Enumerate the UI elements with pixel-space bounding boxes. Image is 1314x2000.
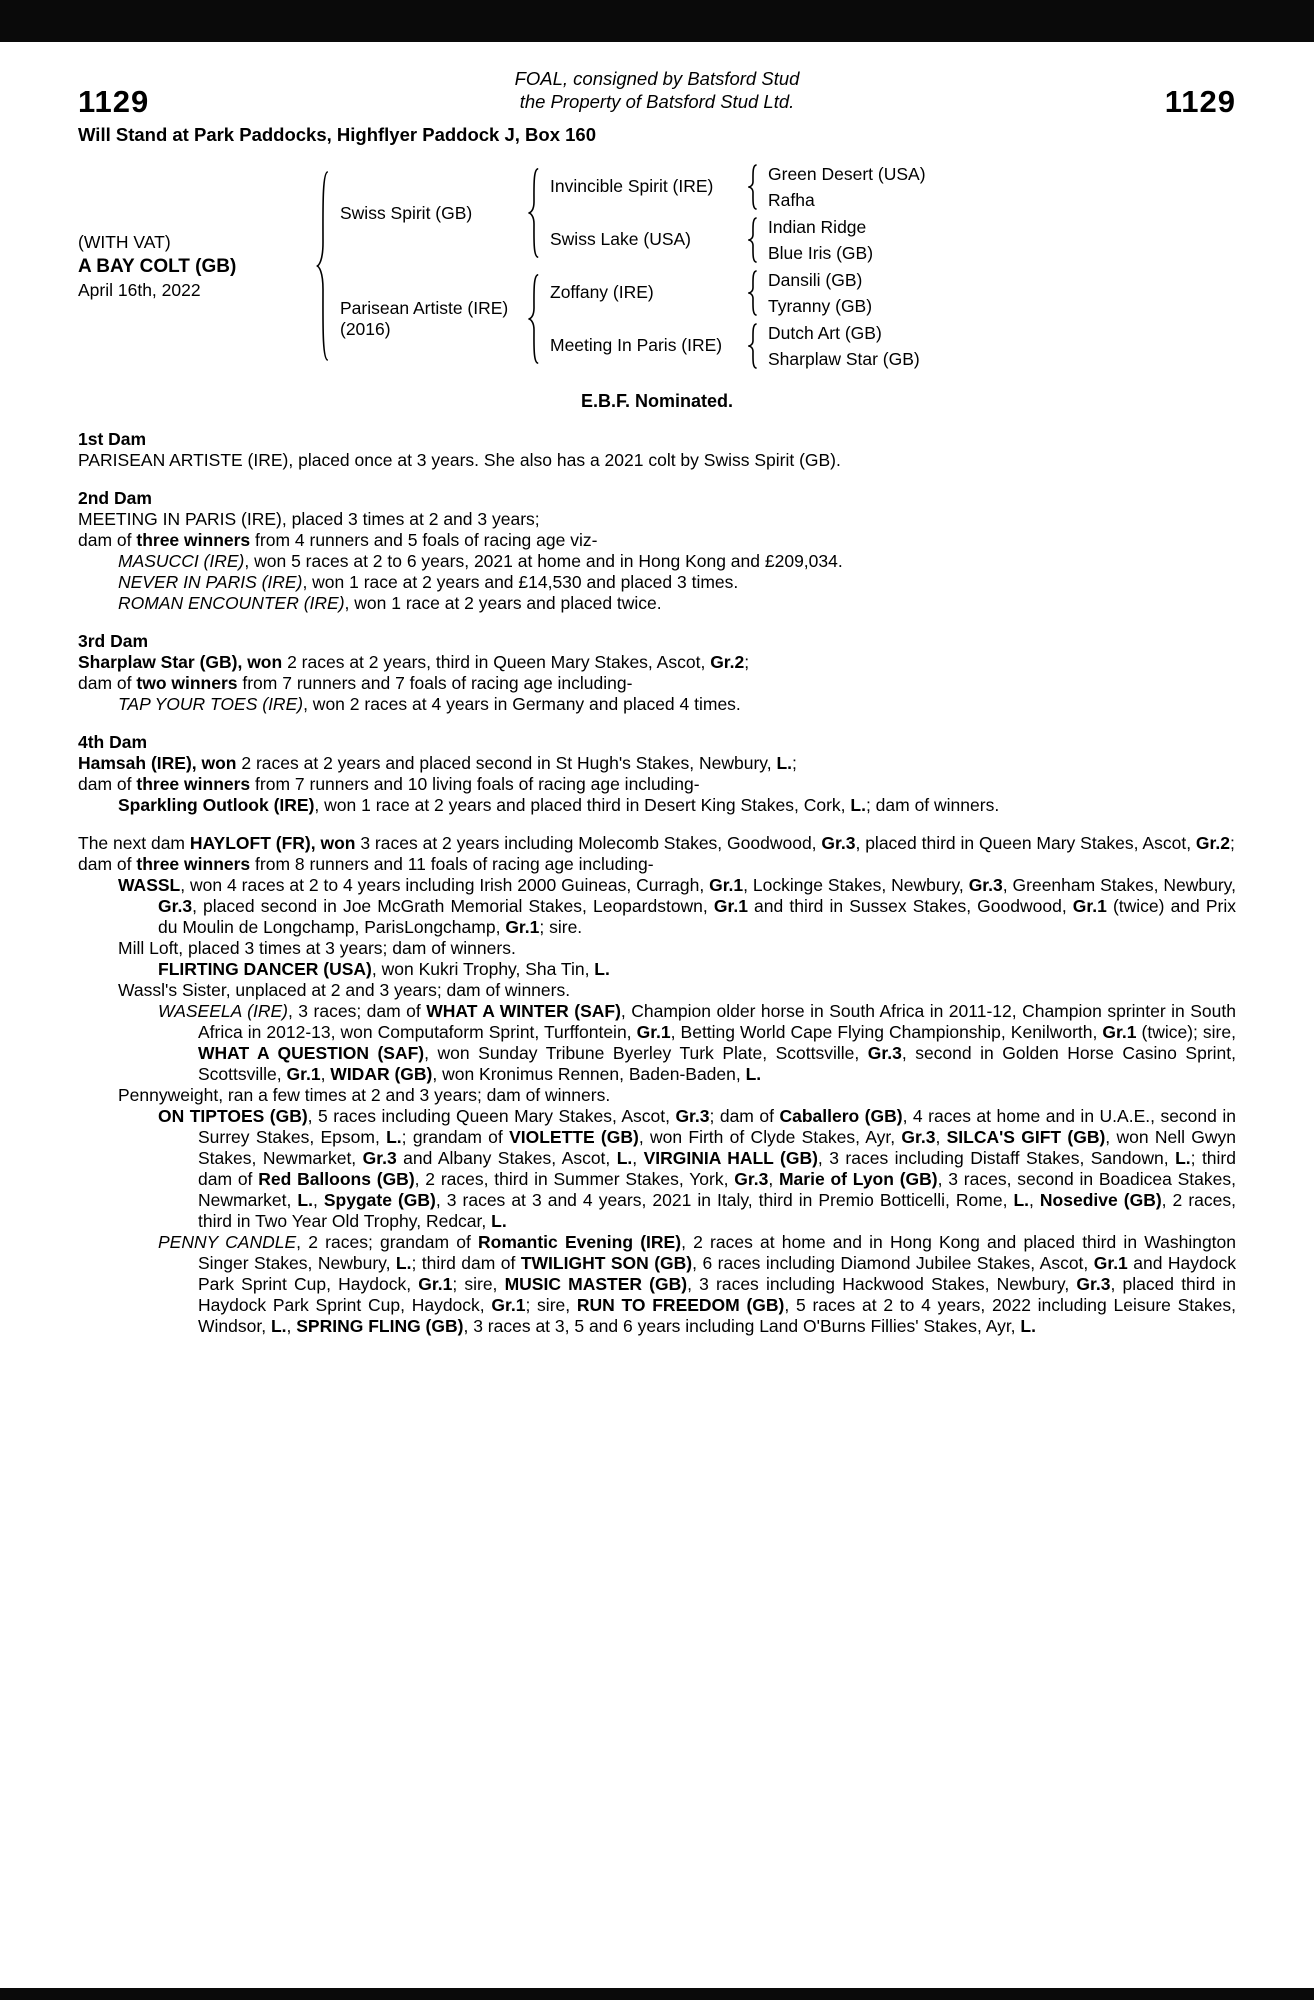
text-run: ROMAN ENCOUNTER (IRE) — [118, 593, 345, 613]
dam-dam-branch — [541, 319, 920, 372]
paragraph — [78, 959, 1236, 980]
text-run: , Betting World Cape Flying Championship, Kenilworth, — [670, 1022, 1103, 1042]
sire-sire-branch — [541, 160, 926, 213]
section-heading: 1st Dam — [78, 429, 147, 449]
text-run: Hamsah (IRE), won — [78, 753, 237, 773]
text-run: ON TIPTOES (GB) — [158, 1106, 308, 1126]
paragraph — [78, 774, 1236, 795]
brace-sire-sire-icon — [747, 164, 759, 210]
consignor-line: FOAL, consigned by Batsford Stud — [514, 68, 800, 89]
text-run: Gr.1 — [636, 1022, 671, 1042]
text-run: VIRGINIA HALL (GB) — [643, 1148, 818, 1168]
brace-generation1-icon — [315, 168, 331, 364]
sire-branch — [331, 160, 926, 266]
text-run: Sharplaw Star (GB), won — [78, 652, 283, 672]
paragraph — [78, 753, 1236, 774]
ancestor-name: Sharplaw Star (GB) — [768, 348, 920, 369]
text-run: ; dam of winners. — [865, 795, 1000, 815]
text-run: WHAT A WINTER (SAF) — [426, 1001, 621, 1021]
ebf-nominated-line: E.B.F. Nominated. — [580, 391, 733, 411]
text-run: , 2 races; grandam of — [296, 1232, 479, 1252]
lot-number-right: 1129 — [1164, 84, 1236, 119]
sire-sire-parents — [759, 161, 926, 213]
text-run: ; — [792, 753, 797, 773]
text-run: , won 5 races at 2 to 6 years, 2021 at home and in Hong Kong and £209,034. — [244, 551, 843, 571]
text-run: , — [1029, 1190, 1040, 1210]
text-run: Red Balloons (GB) — [258, 1169, 415, 1189]
text-run: Gr.1 — [1093, 1253, 1128, 1273]
pedigree-subject — [78, 232, 315, 301]
text-run: Caballero (GB) — [779, 1106, 903, 1126]
text-run: MASUCCI (IRE) — [118, 551, 245, 571]
paragraph — [78, 1085, 1236, 1106]
text-run: , won Kukri Trophy, Sha Tin, — [371, 959, 595, 979]
text-run: , 3 races at 3, 5 and 6 years including Land O'Burns Fillies' Stakes, Ayr, — [463, 1316, 1021, 1336]
paragraph — [78, 694, 1236, 715]
catalog-body — [78, 429, 1236, 1337]
text-run: (twice) and Prix du Moulin de Longchamp, ParisLongchamp, — [158, 896, 1237, 937]
text-run: ; sire. — [539, 917, 583, 937]
brace-dam-icon — [527, 273, 541, 365]
pedigree-generation2 — [331, 160, 926, 372]
text-run: Pennyweight, ran a few times at 2 and 3 years; dam of winners. — [118, 1085, 611, 1105]
text-run: Gr.3 — [734, 1169, 769, 1189]
text-run: 2 races at 2 years, third in Queen Mary Stakes, Ascot, — [282, 652, 711, 672]
paragraph — [78, 673, 1236, 694]
text-run: dam of — [78, 774, 137, 794]
paragraph — [78, 875, 1236, 938]
text-run: , 3 races; dam of — [287, 1001, 427, 1021]
dam-dam-name: Meeting In Paris (IRE) — [550, 335, 723, 355]
text-run: WASSL — [118, 875, 181, 895]
text-run: , won Sunday Tribune Byerley Turk Plate, Scottsville, — [424, 1043, 868, 1063]
text-run: , 2 races, third in Summer Stakes, York, — [414, 1169, 735, 1189]
text-run: , won 4 races at 2 to 4 years including Irish 2000 Guineas, Curragh, — [180, 875, 710, 895]
text-run: L. — [776, 753, 793, 773]
text-run: , — [632, 1148, 644, 1168]
text-run: , placed second in Joe McGrath Memorial Stakes, Leopardstown, — [192, 896, 714, 916]
text-run: from 8 runners and 11 foals of racing age including- — [250, 854, 654, 874]
text-run: Wassl's Sister, unplaced at 2 and 3 years; dam of winners. — [118, 980, 571, 1000]
text-run: L. — [1020, 1316, 1036, 1336]
text-run: FLIRTING DANCER (USA) — [158, 959, 372, 979]
brace-sire-icon — [527, 167, 541, 259]
text-run: 3 races at 2 years including Molecomb Stakes, Goodwood, — [355, 833, 822, 853]
text-run: NEVER IN PARIS (IRE) — [118, 572, 303, 592]
text-run: The next dam — [78, 833, 190, 853]
brace-dam-sire-icon — [747, 270, 759, 316]
text-run: L. — [1175, 1148, 1191, 1168]
paragraph — [78, 1001, 1236, 1085]
text-run: , 2 races, third in Two Year Old Trophy, Redcar, — [198, 1190, 1236, 1231]
text-run: , 5 races at 2 to 4 years, 2022 including Leisure Stakes, Windsor, — [198, 1295, 1236, 1336]
text-run: MEETING IN PARIS (IRE), placed 3 times at 2 and 3 years; — [78, 509, 540, 529]
text-run: MUSIC MASTER (GB) — [504, 1274, 688, 1294]
dam-name-block — [331, 298, 527, 340]
property-line: the Property of Batsford Stud Ltd. — [519, 91, 795, 112]
pedigree-table — [78, 159, 1236, 373]
text-run: , — [935, 1127, 947, 1147]
text-run: L. — [594, 959, 610, 979]
text-run: , — [768, 1169, 779, 1189]
dam-year: (2016) — [340, 319, 391, 339]
text-run: ; grandam of — [401, 1127, 510, 1147]
text-run: Gr.1 — [1102, 1022, 1137, 1042]
sire-parents — [541, 160, 926, 266]
paragraph — [78, 593, 1236, 614]
paragraph — [78, 938, 1236, 959]
text-run: , won Firth of Clyde Stakes, Ayr, — [638, 1127, 902, 1147]
dam-sire-branch — [541, 266, 920, 319]
text-run: (twice); sire, — [1136, 1022, 1236, 1042]
text-run: SILCA'S GIFT (GB) — [946, 1127, 1106, 1147]
text-run: WHAT A QUESTION (SAF) — [198, 1043, 425, 1063]
pedigree-text-section — [78, 631, 1236, 715]
sire-dam-name: Swiss Lake (USA) — [550, 229, 692, 249]
sire-dam-branch — [541, 213, 926, 266]
text-run: L. — [270, 1316, 287, 1336]
section-heading: 2nd Dam — [78, 488, 152, 508]
pedigree-text-section — [78, 732, 1236, 816]
text-run: PARISEAN ARTISTE (IRE), placed once at 3 years. She also has a 2021 colt by Swiss Spirit (GB). — [78, 450, 841, 470]
paragraph — [78, 551, 1236, 572]
paragraph — [78, 1106, 1236, 1232]
text-run: L. — [745, 1064, 762, 1084]
text-run: L. — [386, 1127, 402, 1147]
text-run: Gr.1 — [491, 1295, 526, 1315]
text-run: and Haydock Park Sprint Cup, Haydock, — [198, 1253, 1236, 1294]
sire-sire-name: Invincible Spirit (IRE) — [550, 176, 714, 196]
text-run: ; third dam of — [411, 1253, 521, 1273]
text-run: ; third dam of — [198, 1148, 1236, 1189]
brace-dam-dam-icon — [747, 323, 759, 369]
text-run: Sparkling Outlook (IRE) — [118, 795, 315, 815]
text-run: TWILIGHT SON (GB) — [520, 1253, 693, 1273]
text-run: WIDAR (GB) — [330, 1064, 433, 1084]
text-run: RUN TO FREEDOM (GB) — [576, 1295, 785, 1315]
text-run: PENNY CANDLE — [158, 1232, 297, 1252]
text-run: , placed third in Haydock Park Sprint Cup, Haydock, — [198, 1274, 1237, 1315]
section-heading: 3rd Dam — [78, 631, 149, 651]
ancestor-name: Green Desert (USA) — [768, 163, 926, 184]
text-run: , Lockinge Stakes, Newbury, — [743, 875, 969, 895]
paragraph — [78, 980, 1236, 1001]
text-run: Gr.1 — [286, 1064, 321, 1084]
dam-branch — [331, 266, 926, 372]
text-run: , Greenham Stakes, Newbury, — [1002, 875, 1236, 895]
text-run: Mill Loft, placed 3 times at 3 years; dam of winners. — [118, 938, 516, 958]
scan-edge-top — [0, 0, 1314, 42]
text-run: , won 1 race at 2 years and £14,530 and placed 3 times. — [302, 572, 739, 592]
text-run: two winners — [136, 673, 238, 693]
pedigree-text-section — [78, 833, 1236, 1337]
section-heading: 4th Dam — [78, 732, 148, 752]
text-run: Gr.3 — [901, 1127, 936, 1147]
text-run: WASEELA (IRE) — [158, 1001, 288, 1021]
scan-edge-bottom — [0, 1988, 1314, 2000]
text-run: , — [286, 1316, 297, 1336]
text-run: ; sire, — [525, 1295, 577, 1315]
subject-horse-dob: April 16th, 2022 — [78, 279, 201, 300]
text-run: , 3 races, second in Boadicea Stakes, Newmarket, — [198, 1169, 1236, 1210]
text-run: , 3 races including Distaff Stakes, Sandown, — [817, 1148, 1176, 1168]
ancestor-name: Rafha — [768, 189, 815, 210]
text-run: L. — [1013, 1190, 1030, 1210]
text-run: , won 1 race at 2 years and placed third in Desert King Stakes, Cork, — [314, 795, 851, 815]
text-run: , 4 races at home and in U.A.E., second in Surrey Stakes, Epsom, — [198, 1106, 1236, 1147]
text-run: L. — [395, 1253, 412, 1273]
text-run: , second in Golden Horse Casino Sprint, Scottsville, — [198, 1043, 1236, 1084]
text-run: three winners — [136, 854, 251, 874]
text-run: Gr.3 — [867, 1043, 902, 1063]
ancestor-name: Dansili (GB) — [768, 269, 863, 290]
text-run: , won Kronimus Rennen, Baden-Baden, — [432, 1064, 746, 1084]
stand-location-line: Will Stand at Park Paddocks, Highflyer Paddock J, Box 160 — [78, 124, 596, 145]
dam-sire-parents — [759, 267, 872, 319]
paragraph — [78, 1232, 1236, 1337]
text-run: Spygate (GB) — [323, 1190, 436, 1210]
text-run: Gr.1 — [709, 875, 744, 895]
text-run: , Champion older horse in South Africa in 2011-12, Champion sprinter in South Africa in 2012-13, won Computaform Sprint, Turffontein, — [198, 1001, 1236, 1042]
paragraph — [78, 854, 1236, 875]
paragraph — [78, 509, 1236, 530]
text-run: TAP YOUR TOES (IRE) — [118, 694, 304, 714]
text-run: dam of — [78, 530, 137, 550]
lot-number-left: 1129 — [78, 84, 150, 119]
text-run: L. — [297, 1190, 313, 1210]
text-run: Gr.1 — [418, 1274, 453, 1294]
subject-horse-name: A BAY COLT (GB) — [78, 255, 237, 277]
text-run: Gr.2 — [710, 652, 745, 672]
text-run: , won 1 race at 2 years and placed twice. — [344, 593, 662, 613]
paragraph — [78, 652, 1236, 673]
text-run: Gr.3 — [675, 1106, 710, 1126]
paragraph — [78, 450, 1236, 471]
text-run: dam of — [78, 854, 137, 874]
text-run: L. — [491, 1211, 507, 1231]
text-run: three winners — [136, 774, 251, 794]
dam-dam-parents — [759, 320, 920, 372]
dam-sire-name: Zoffany (IRE) — [550, 282, 654, 302]
paragraph — [78, 530, 1236, 551]
text-run: Gr.1 — [505, 917, 540, 937]
text-run: and third in Sussex Stakes, Goodwood, — [747, 896, 1073, 916]
text-run: , 3 races at 3 and 4 years, 2021 in Italy, third in Premio Botticelli, Rome, — [435, 1190, 1014, 1210]
text-run: VIOLETTE (GB) — [509, 1127, 639, 1147]
text-run: , won 2 races at 4 years in Germany and placed 4 times. — [303, 694, 741, 714]
text-run: Gr.3 — [1076, 1274, 1111, 1294]
text-run: Romantic Evening (IRE) — [478, 1232, 682, 1252]
ancestor-name: Blue Iris (GB) — [768, 242, 874, 263]
brace-sire-dam-icon — [747, 217, 759, 263]
text-run: from 4 runners and 5 foals of racing age viz- — [250, 530, 598, 550]
text-run: SPRING FLING (GB) — [296, 1316, 464, 1336]
dam-parents — [541, 266, 920, 372]
sire-name: Swiss Spirit (GB) — [340, 202, 473, 223]
text-run: three winners — [136, 530, 251, 550]
text-run: from 7 runners and 7 foals of racing age including- — [237, 673, 633, 693]
text-run: ; — [744, 652, 750, 672]
text-run: dam of — [78, 673, 137, 693]
text-run: ; — [1229, 833, 1235, 853]
text-run: , 3 races including Hackwood Stakes, Newbury, — [687, 1274, 1077, 1294]
text-run: and Albany Stakes, Ascot, — [396, 1148, 617, 1168]
text-run: L. — [616, 1148, 633, 1168]
text-run: 2 races at 2 years and placed second in St Hugh's Stakes, Newbury, — [236, 753, 777, 773]
text-run: , 6 races including Diamond Jubilee Stakes, Ascot, — [692, 1253, 1094, 1273]
sire-dam-parents — [759, 214, 873, 266]
text-run: ; dam of — [709, 1106, 780, 1126]
ancestor-name: Indian Ridge — [768, 216, 867, 237]
text-run: , placed third in Queen Mary Stakes, Ascot, — [855, 833, 1196, 853]
text-run: , 5 races including Queen Mary Stakes, Ascot, — [307, 1106, 676, 1126]
vat-note: (WITH VAT) — [78, 231, 171, 252]
paragraph — [78, 795, 1236, 816]
text-run: Gr.3 — [821, 833, 856, 853]
text-run: L. — [850, 795, 866, 815]
text-run: , won Nell Gwyn Stakes, Newmarket, — [198, 1127, 1237, 1168]
ancestor-name: Dutch Art (GB) — [768, 322, 882, 343]
paragraph — [78, 833, 1236, 854]
text-run: , — [312, 1190, 324, 1210]
text-run: from 7 runners and 10 living foals of racing age including- — [250, 774, 700, 794]
text-run: ; sire, — [452, 1274, 505, 1294]
paragraph — [78, 572, 1236, 593]
pedigree-text-section — [78, 488, 1236, 614]
text-run: Gr.1 — [1072, 896, 1107, 916]
text-run: Gr.1 — [713, 896, 748, 916]
lot-row — [78, 84, 1236, 119]
text-run: Gr.2 — [1195, 833, 1230, 853]
text-run: Nosedive (GB) — [1039, 1190, 1162, 1210]
dam-name: Parisean Artiste (IRE) — [340, 298, 509, 318]
pedigree-text-section — [78, 429, 1236, 471]
text-run: , 2 races at home and in Hong Kong and placed third in Washington Singer Stakes, Newbury, — [198, 1232, 1237, 1273]
text-run: Gr.3 — [968, 875, 1003, 895]
page-content — [0, 68, 1314, 1337]
text-run: Marie of Lyon (GB) — [778, 1169, 938, 1189]
ancestor-name: Tyranny (GB) — [768, 295, 873, 316]
text-run: HAYLOFT (FR), won — [189, 833, 356, 853]
text-run: , — [320, 1064, 331, 1084]
text-run: Gr.3 — [158, 896, 193, 916]
text-run: Gr.3 — [362, 1148, 397, 1168]
